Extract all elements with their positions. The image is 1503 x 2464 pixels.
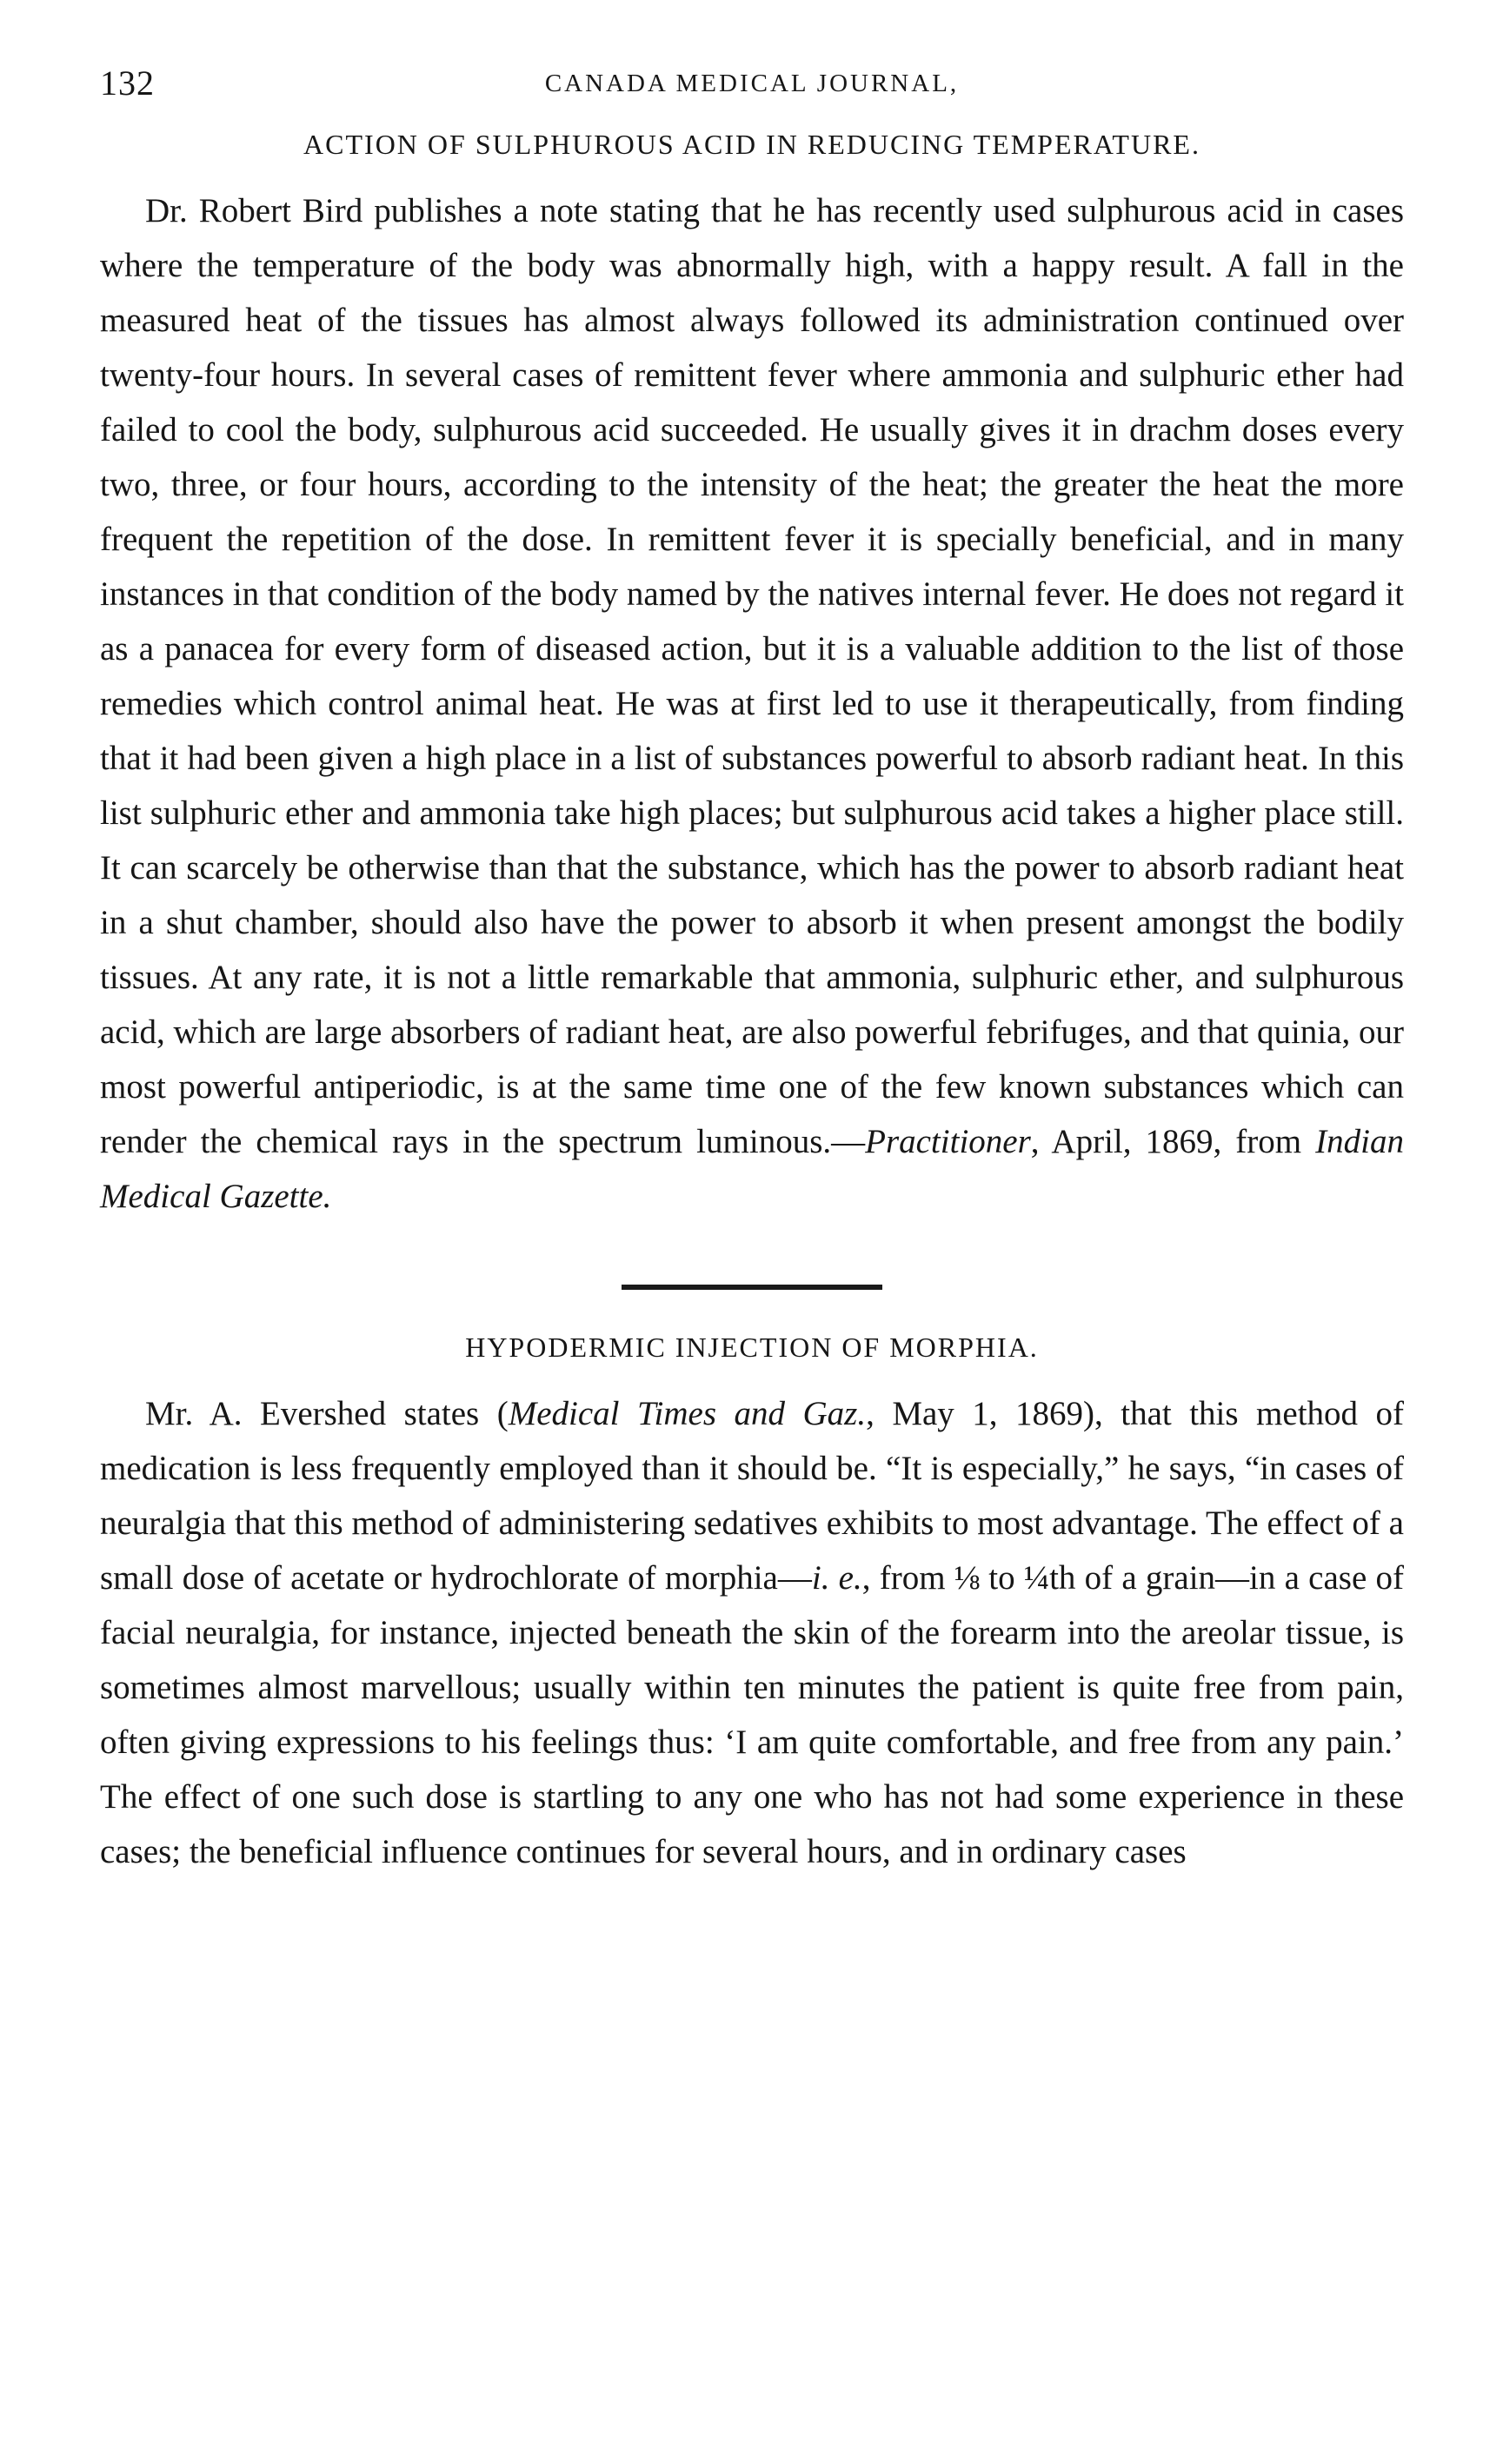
ie-abbreviation: i. e. [811,1559,862,1597]
article-body-sulphurous-acid [100,183,1404,1224]
section-divider [622,1285,882,1290]
citation-date: , April, 1869, from [1030,1123,1316,1160]
page-number: 132 [100,63,155,103]
citation-source: Practitioner [865,1123,1031,1160]
running-head [100,63,1404,115]
intro-text: Mr. A. Evershed states ( [145,1395,509,1432]
article-title-sulphurous-acid: ACTION OF SULPHUROUS ACID IN REDUCING TEMPERATURE. [303,129,1200,160]
paragraph [100,1386,1404,1879]
source-reference: Medical Times and Gaz. [508,1395,867,1432]
article-body-morphia [100,1386,1404,1879]
body-text: , from ⅛ to ¼th of a grain—in a case of facial neuralgia, for instance, injected beneath the skin of the forearm into the areolar tissue, is sometimes almost marvellous; usually within ten minutes the patient is quite free from pain, often giving expressions to his feelings thus: ‘I am quite comfortable, and free from any pain.’ The effect of one such dose is startling to any one who has not had some experience in these cases; the beneficial influence continues for several hours, and in ordinary cases [100,1559,1404,1870]
citation-origin: Indian Medical Gazette. [100,1123,1404,1215]
article-title-morphia: HYPODERMIC INJECTION OF MORPHIA. [465,1332,1039,1363]
journal-title: CANADA MEDICAL JOURNAL, [544,70,960,97]
body-text: Dr. Robert Bird publishes a note stating that he has recently used sulphurous acid in cases where the temperature of the body was abnormally high, with a happy result. A fall in the measured heat of the tissues has almost always followed its administration continued over twenty-four hours. In several cases of remittent fever where ammonia and sulphuric ether had failed to cool the body, sulphurous acid succeeded. He usually gives it in drachm doses every two, three, or four hours, according to the intensity of the heat; the greater the heat the more frequent the repetition of the dose. In remittent fever it is specially beneficial, and in many instances in that condition of the body named by the natives internal fever. He does not regard it as a panacea for every form of diseased action, but it is a valuable addition to the list of those remedies which control animal heat. He was at first led to use it therapeutically, from finding that it had been given a high place in a list of substances powerful to absorb radiant heat. In this list sulphuric ether and ammonia take high places; but sulphurous acid takes a higher place still. It can scarcely be otherwise than that the substance, which has the power to absorb radiant heat in a shut chamber, should also have the power to absorb it when present amongst the bodily tissues. At any rate, it is not a little remarkable that ammonia, sulphuric ether, and sulphurous acid, which are large absorbers of radiant heat, are also powerful febrifuges, and that quinia, our most powerful antiperiodic, is at the same time one of the few known substances which can render the chemical rays in the spectrum luminous.— [100,192,1404,1160]
source-date: , May 1, 1869), that this method of medication is less frequently employed than it should be. “It is especially,” he says, “in cases of neuralgia that this method of administering sedatives exhibits to most advantage. The effect of a small dose of acetate or hydrochlorate of morphia— [100,1395,1404,1597]
paragraph [100,183,1404,1224]
journal-page [100,63,1404,1879]
